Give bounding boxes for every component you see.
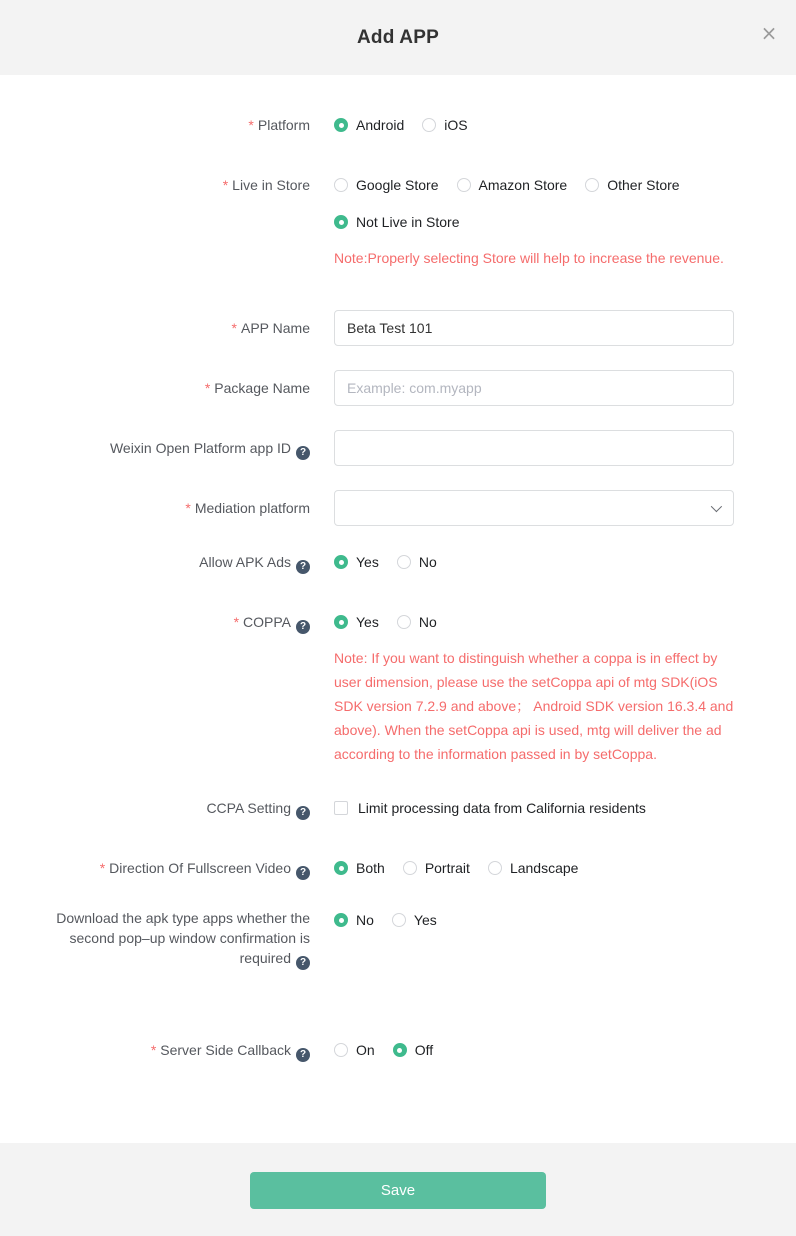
required-mark: * — [204, 380, 211, 396]
radio-icon — [334, 555, 348, 569]
radio-icon — [393, 1043, 407, 1057]
form-row-live-in-store — [15, 173, 796, 270]
weixin-app-id-label: Weixin Open Platform app ID ? — [15, 430, 310, 466]
help-icon[interactable]: ? — [296, 1048, 310, 1062]
form-row-direction — [15, 856, 796, 880]
help-icon[interactable]: ? — [296, 866, 310, 880]
coppa-note: Note: If you want to distinguish whether a coppa is in effect by user dimension, please use the setCoppa api of mtg SDK(iOS SDK version 7.2.9 and above； Android SDK version 16.3.4 and above). When the setCoppa api is used, mtg will deliver the ad according to the information passed in by setCoppa. — [334, 650, 734, 762]
required-mark: * — [248, 117, 254, 133]
download-confirm-radio-yes[interactable]: Yes — [392, 908, 437, 932]
platform-label: * Platform — [248, 117, 310, 133]
direction-radio-both[interactable]: Both — [334, 856, 385, 880]
package-name-label: * Package Name — [204, 380, 310, 396]
server-callback-radio-on[interactable]: On — [334, 1038, 375, 1062]
page-title: Add APP — [357, 26, 439, 48]
radio-icon — [392, 913, 406, 927]
direction-label: * Direction Of Fullscreen Video ? — [15, 856, 310, 880]
app-name-input[interactable] — [334, 310, 734, 346]
radio-icon — [334, 118, 348, 132]
download-confirm-label: Download the apk type apps whether the second pop–up window confirmation is required ? — [56, 910, 310, 968]
allow-apk-ads-label: Allow APK Ads ? — [15, 550, 310, 574]
download-confirm-radio-no[interactable]: No — [334, 908, 374, 932]
mediation-platform-label: * Mediation platform — [185, 500, 310, 516]
radio-icon — [403, 861, 417, 875]
form-row-allow-apk-ads — [15, 550, 796, 574]
checkbox-icon — [334, 801, 348, 815]
close-icon[interactable]: × — [760, 21, 778, 45]
help-icon[interactable]: ? — [296, 446, 310, 460]
coppa-radio-no[interactable]: No — [397, 610, 437, 634]
dialog-body — [0, 75, 796, 1143]
live-in-store-label: * Live in Store — [222, 177, 310, 193]
form-row-ccpa — [15, 796, 796, 820]
radio-icon — [334, 913, 348, 927]
required-mark: * — [233, 614, 240, 630]
store-radio-other[interactable]: Other Store — [585, 173, 679, 197]
platform-radio-ios[interactable]: iOS — [422, 113, 467, 137]
required-mark: * — [231, 320, 237, 336]
coppa-radio-yes[interactable]: Yes — [334, 610, 379, 634]
radio-icon — [334, 215, 348, 229]
store-radio-not-live[interactable]: Not Live in Store — [334, 210, 460, 234]
help-icon[interactable]: ? — [296, 806, 310, 820]
radio-icon — [334, 615, 348, 629]
ccpa-checkbox[interactable]: Limit processing data from California residents — [334, 796, 734, 820]
mediation-platform-select[interactable] — [334, 490, 734, 526]
allow-apk-ads-radio-no[interactable]: No — [397, 550, 437, 574]
required-mark: * — [222, 177, 229, 193]
radio-icon — [334, 861, 348, 875]
radio-icon — [397, 615, 411, 629]
store-radio-google[interactable]: Google Store — [334, 173, 439, 197]
app-name-label: * APP Name — [231, 320, 310, 336]
store-note: Note:Properly selecting Store will help to increase the revenue. — [334, 250, 724, 266]
required-mark: * — [99, 860, 106, 876]
package-name-input[interactable] — [334, 370, 734, 406]
form-row-app-name — [15, 310, 796, 346]
help-icon[interactable]: ? — [296, 956, 310, 970]
help-icon[interactable]: ? — [296, 620, 310, 634]
direction-radio-landscape[interactable]: Landscape — [488, 856, 579, 880]
help-icon[interactable]: ? — [296, 560, 310, 574]
server-callback-radio-off[interactable]: Off — [393, 1038, 433, 1062]
form-row-package-name — [15, 370, 796, 406]
radio-icon — [422, 118, 436, 132]
direction-radio-portrait[interactable]: Portrait — [403, 856, 470, 880]
coppa-label: * COPPA ? — [15, 610, 310, 634]
radio-icon — [334, 178, 348, 192]
required-mark: * — [150, 1042, 157, 1058]
ccpa-label: CCPA Setting ? — [15, 796, 310, 820]
form-row-weixin-app-id — [15, 430, 796, 466]
radio-icon — [585, 178, 599, 192]
form-row-coppa — [15, 610, 796, 766]
store-radio-amazon[interactable]: Amazon Store — [457, 173, 568, 197]
platform-radio-android[interactable]: Android — [334, 113, 404, 137]
form-row-platform — [15, 113, 796, 137]
save-button[interactable]: Save — [250, 1172, 546, 1209]
form-row-mediation-platform — [15, 490, 796, 526]
radio-icon — [457, 178, 471, 192]
server-callback-label: * Server Side Callback ? — [15, 1038, 310, 1062]
chevron-down-icon — [711, 504, 720, 513]
allow-apk-ads-radio-yes[interactable]: Yes — [334, 550, 379, 574]
dialog-header — [0, 0, 796, 75]
weixin-app-id-input[interactable] — [334, 430, 734, 466]
radio-icon — [334, 1043, 348, 1057]
dialog-footer — [0, 1143, 796, 1236]
required-mark: * — [185, 500, 191, 516]
form-row-server-callback — [15, 1038, 796, 1062]
radio-icon — [397, 555, 411, 569]
radio-icon — [488, 861, 502, 875]
form-row-download-confirm — [15, 908, 796, 970]
